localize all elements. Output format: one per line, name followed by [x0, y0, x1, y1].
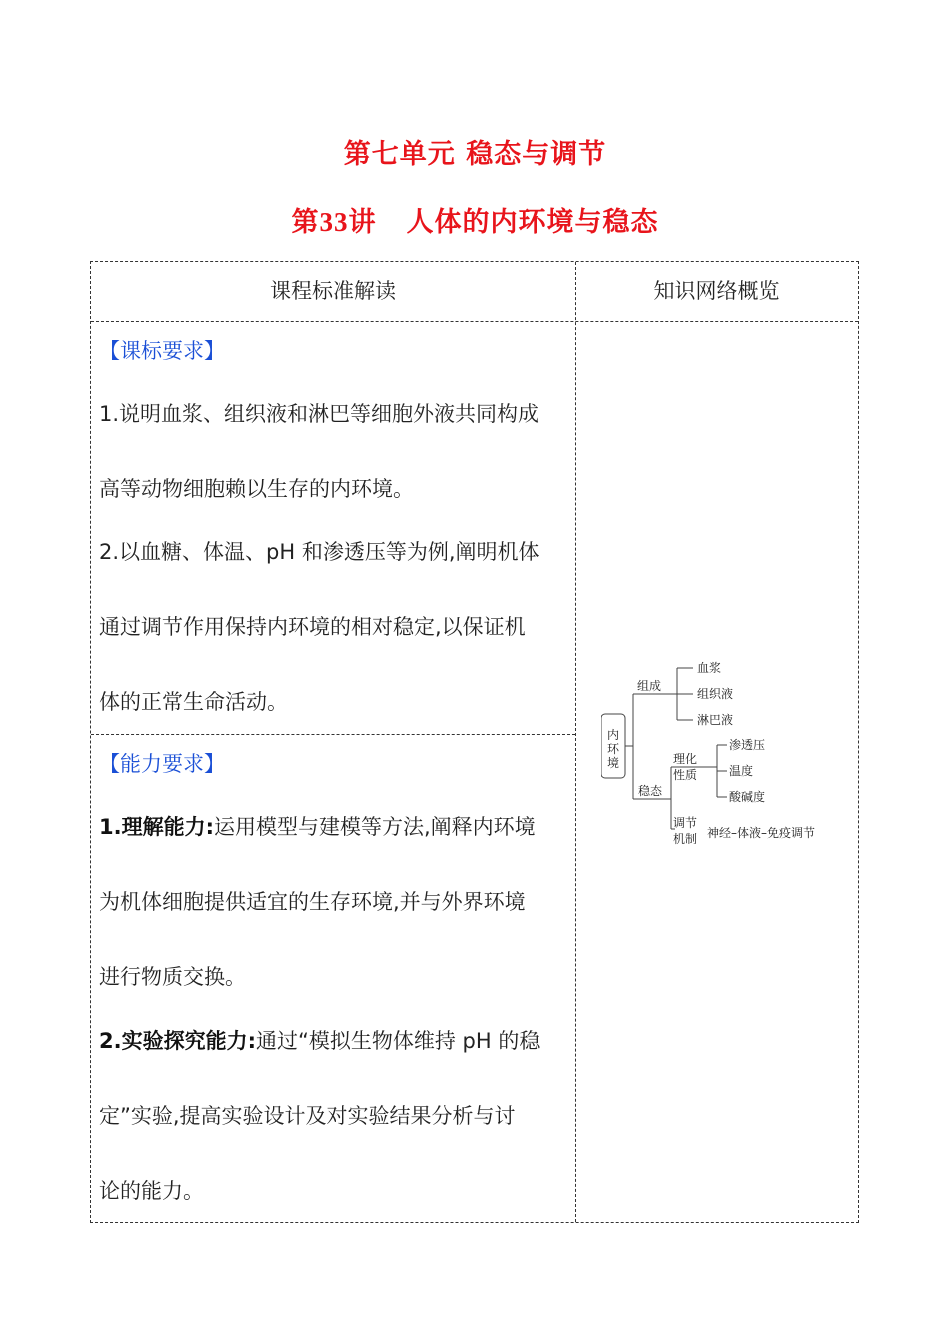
header-divider: [91, 321, 858, 322]
mindmap-property-item-2: 温度: [729, 764, 754, 778]
mindmap-homeostasis-label: 稳态: [638, 784, 663, 798]
ability-item-1-line-3: 进行物质交换。: [99, 965, 246, 989]
mindmap-root-char-3: 境: [607, 756, 620, 770]
curriculum-item-1-line-1: 1.说明血浆、组织液和淋巴等细胞外液共同构成: [99, 402, 540, 426]
ability-item-1-text: 运用模型与建模等方法,阐释内环境: [214, 815, 536, 839]
curriculum-item-1-line-2: 高等动物细胞赖以生存的内环境。: [99, 477, 414, 501]
lecture-number: 33: [319, 207, 349, 237]
mindmap-property-item-1: 渗透压: [729, 738, 766, 752]
mindmap-mechanism-label-1: 调节: [673, 816, 698, 830]
lecture-suffix: 讲: [348, 207, 377, 238]
curriculum-item-2-line-2: 通过调节作用保持内环境的相对稳定,以保证机: [99, 615, 526, 639]
mindmap-property-item-3: 酸碱度: [729, 790, 766, 804]
mindmap-composition-item-1: 血浆: [697, 661, 722, 675]
curriculum-table: [90, 261, 859, 1223]
unit-title: 第七单元 稳态与调节: [343, 139, 607, 170]
mindmap-properties-label-1: 理化: [673, 752, 698, 766]
mindmap-root-char-1: 内: [607, 728, 620, 742]
mindmap-composition-item-2: 组织液: [697, 687, 734, 701]
mindmap-mechanism-label-2: 机制: [673, 832, 698, 846]
header-knowledge-network: 知识网络概览: [653, 279, 780, 303]
ability-item-2-line-3: 论的能力。: [99, 1179, 204, 1203]
curriculum-item-2: [99, 515, 569, 740]
knowledge-mindmap: [601, 657, 861, 857]
ability-item-2-text: 通过“模拟生物体维持 pH 的稳: [256, 1029, 541, 1053]
mindmap-composition-branch-lines: [671, 668, 693, 720]
curriculum-requirements-title: 【课标要求】: [99, 339, 225, 363]
mindmap-properties-branch-lines: [711, 745, 727, 797]
curriculum-item-2-line-1: 2.以血糖、体温、pH 和渗透压等为例,阐明机体: [99, 540, 540, 564]
mindmap-composition-item-3: 淋巴液: [697, 713, 734, 727]
ability-requirements-title: 【能力要求】: [99, 752, 225, 776]
ability-item-2-line-1: [99, 1004, 569, 1079]
ability-item-1-line-1: [99, 790, 569, 865]
ability-item-2-label: 2.实验探究能力:: [99, 1029, 256, 1053]
lecture-topic: 人体的内环境与稳态: [406, 207, 659, 238]
ability-item-1: [99, 790, 569, 1015]
header-curriculum-standard: 课程标准解读: [270, 279, 396, 303]
ability-item-2: [99, 1004, 569, 1229]
lecture-prefix: 第: [291, 207, 320, 238]
lecture-title: [0, 200, 950, 239]
mindmap-root-char-2: 环: [607, 742, 620, 756]
mindmap-composition-label: 组成: [637, 679, 662, 693]
ability-item-2-line-2: 定”实验,提高实验设计及对实验结果分析与讨: [99, 1104, 516, 1128]
mindmap-properties-label-2: 性质: [673, 768, 698, 782]
ability-item-1-line-2: 为机体细胞提供适宜的生存环境,并与外界环境: [99, 890, 526, 914]
curriculum-item-2-line-3: 体的正常生命活动。: [99, 690, 288, 714]
ability-item-1-label: 1.理解能力:: [99, 815, 214, 839]
mindmap-mechanism-value: 神经–体液–免疫调节: [707, 826, 816, 840]
column-divider: [575, 262, 576, 1222]
curriculum-item-1: [99, 377, 569, 527]
